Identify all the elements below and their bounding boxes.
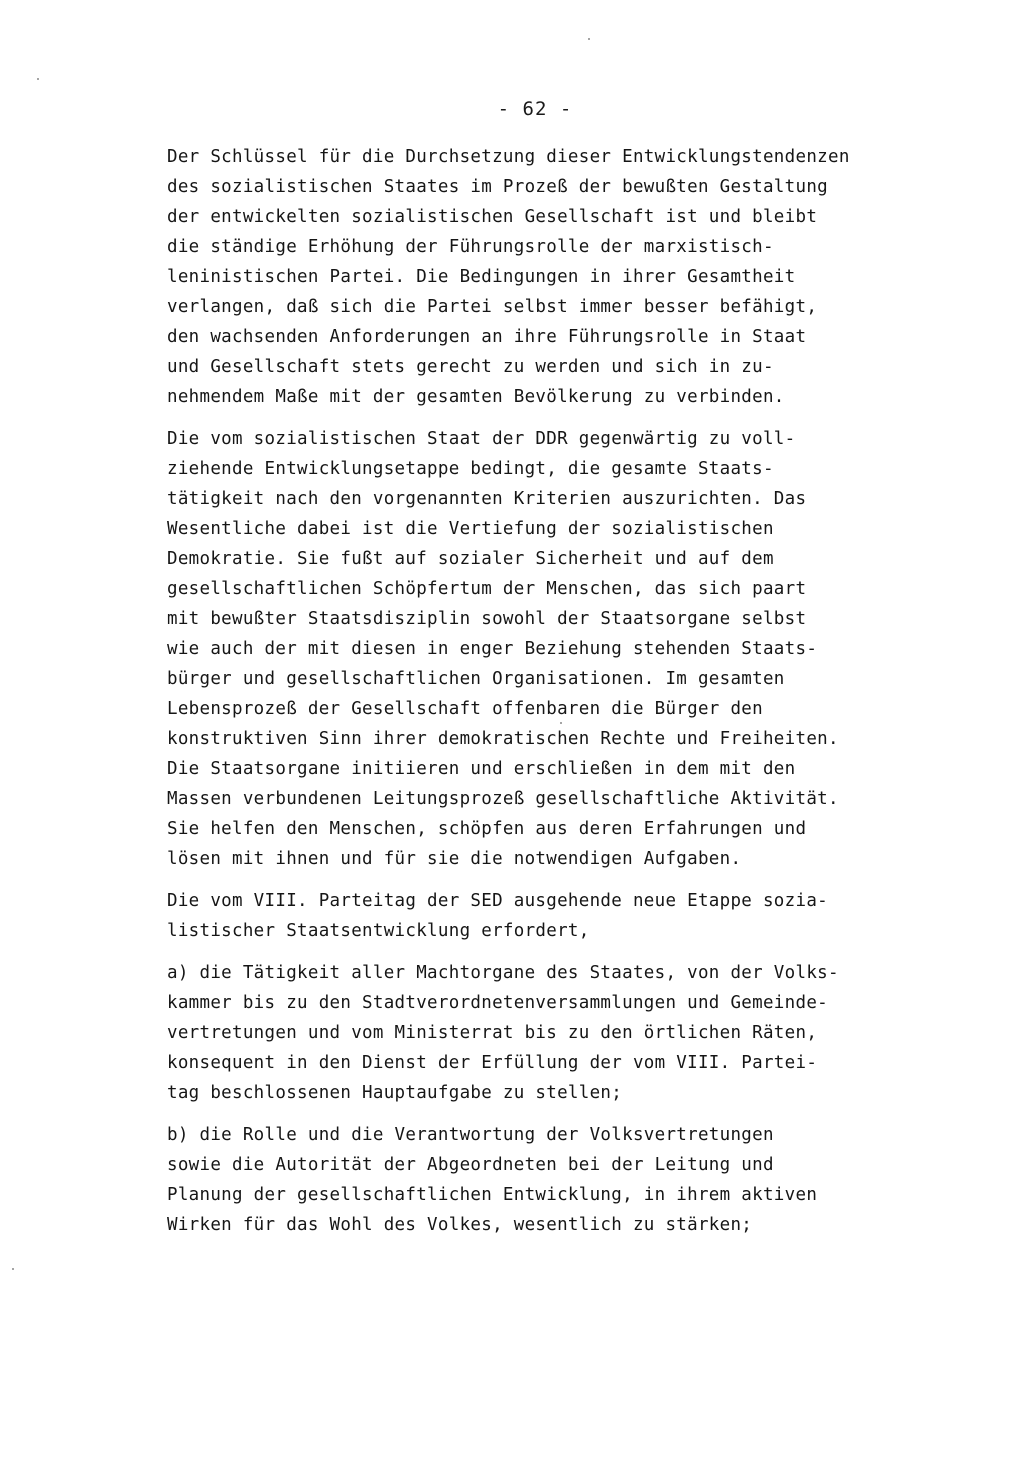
body-text bbox=[167, 142, 967, 1252]
text-line: den wachsenden Anforderungen an ihre Führungsrolle in Staat bbox=[167, 327, 807, 347]
text-line: des sozialistischen Staates im Prozeß der bewußten Gestaltung bbox=[167, 177, 828, 197]
text-line: ziehende Entwicklungsetappe bedingt, die gesamte Staats- bbox=[167, 459, 774, 479]
text-line: a) die Tätigkeit aller Machtorgane des Staates, von der Volks- bbox=[167, 963, 839, 983]
text-line: tätigkeit nach den vorgenannten Kriterien auszurichten. Das bbox=[167, 489, 807, 509]
text-line: Demokratie. Sie fußt auf sozialer Sicherheit und auf dem bbox=[167, 549, 774, 569]
text-line: gesellschaftlichen Schöpfertum der Menschen, das sich paart bbox=[167, 579, 807, 599]
text-line: sowie die Autorität der Abgeordneten bei der Leitung und bbox=[167, 1155, 774, 1175]
text-line: Die vom sozialistischen Staat der DDR gegenwärtig zu voll- bbox=[167, 429, 796, 449]
text-line: tag beschlossenen Hauptaufgabe zu stellen; bbox=[167, 1083, 623, 1103]
scan-speck bbox=[560, 722, 562, 724]
text-line: konsequent in den Dienst der Erfüllung der vom VIII. Partei- bbox=[167, 1053, 818, 1073]
text-line: lösen mit ihnen und für sie die notwendigen Aufgaben. bbox=[167, 849, 742, 869]
paragraph bbox=[167, 958, 967, 1108]
text-line: konstruktiven Sinn ihrer demokratischen Rechte und Freiheiten. bbox=[167, 729, 839, 749]
text-line: verlangen, daß sich die Partei selbst immer besser befähigt, bbox=[167, 297, 818, 317]
paragraph bbox=[167, 886, 967, 946]
text-line: bürger und gesellschaftlichen Organisationen. Im gesamten bbox=[167, 669, 785, 689]
text-line: Die vom VIII. Parteitag der SED ausgehende neue Etappe sozia- bbox=[167, 891, 828, 911]
text-line: b) die Rolle und die Verantwortung der Volksvertretungen bbox=[167, 1125, 774, 1145]
text-line: Wesentliche dabei ist die Vertiefung der sozialistischen bbox=[167, 519, 774, 539]
scan-speck bbox=[588, 38, 590, 40]
page-number: - 62 - bbox=[497, 98, 573, 120]
text-line: wie auch der mit diesen in enger Beziehung stehenden Staats- bbox=[167, 639, 818, 659]
scan-speck bbox=[37, 78, 39, 80]
text-line: der entwickelten sozialistischen Gesellschaft ist und bleibt bbox=[167, 207, 818, 227]
text-line: Die Staatsorgane initiieren und erschließen in dem mit den bbox=[167, 759, 796, 779]
text-line: Planung der gesellschaftlichen Entwicklung, in ihrem aktiven bbox=[167, 1185, 818, 1205]
text-line: mit bewußter Staatsdisziplin sowohl der Staatsorgane selbst bbox=[167, 609, 807, 629]
text-line: Wirken für das Wohl des Volkes, wesentlich zu stärken; bbox=[167, 1215, 753, 1235]
paragraph bbox=[167, 424, 967, 874]
text-line: und Gesellschaft stets gerecht zu werden und sich in zu- bbox=[167, 357, 774, 377]
text-line: nehmendem Maße mit der gesamten Bevölkerung zu verbinden. bbox=[167, 387, 785, 407]
text-line: Sie helfen den Menschen, schöpfen aus deren Erfahrungen und bbox=[167, 819, 807, 839]
paragraph bbox=[167, 1120, 967, 1240]
text-line: listischer Staatsentwicklung erfordert, bbox=[167, 921, 590, 941]
scan-speck bbox=[12, 1268, 14, 1270]
text-line: kammer bis zu den Stadtverordnetenversammlungen und Gemeinde- bbox=[167, 993, 828, 1013]
text-line: die ständige Erhöhung der Führungsrolle der marxistisch- bbox=[167, 237, 774, 257]
text-line: vertretungen und vom Ministerrat bis zu den örtlichen Räten, bbox=[167, 1023, 818, 1043]
text-line: Massen verbundenen Leitungsprozeß gesellschaftliche Aktivität. bbox=[167, 789, 839, 809]
text-line: Lebensprozeß der Gesellschaft offenbaren die Bürger den bbox=[167, 699, 763, 719]
text-line: Der Schlüssel für die Durchsetzung dieser Entwicklungstendenzen bbox=[167, 147, 850, 167]
paragraph bbox=[167, 142, 967, 412]
text-line: leninistischen Partei. Die Bedingungen in ihrer Gesamtheit bbox=[167, 267, 796, 287]
